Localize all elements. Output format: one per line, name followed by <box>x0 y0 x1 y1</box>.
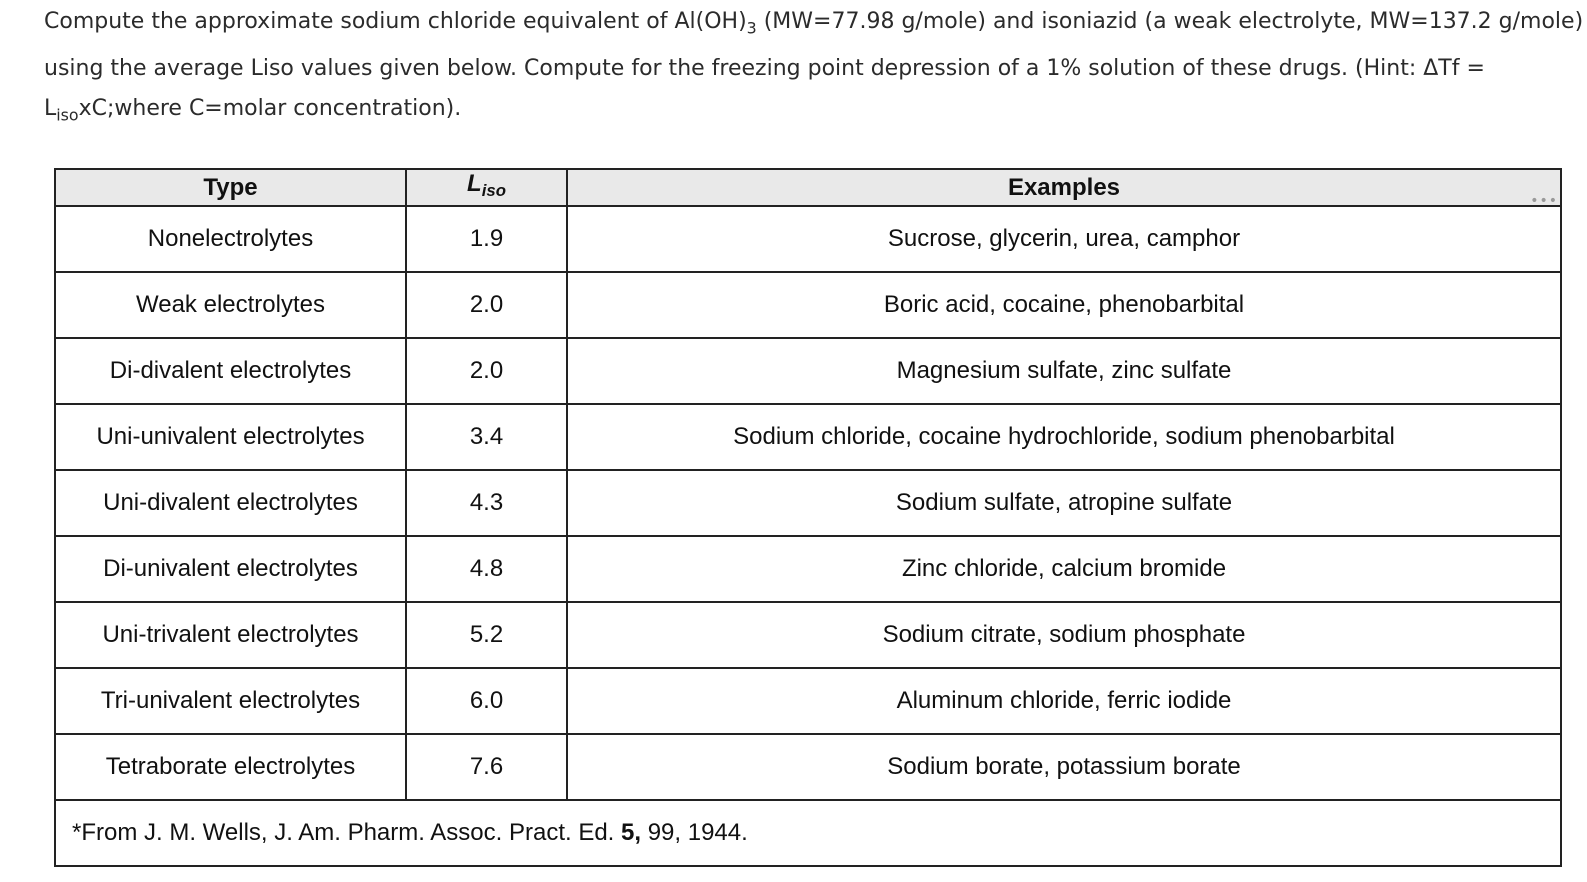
question-part-1: Compute the approximate sodium chloride equivalent of Al(OH) <box>44 9 747 34</box>
cell-type: Tetraborate electrolytes <box>55 734 406 800</box>
cell-examples: Aluminum chloride, ferric iodide <box>567 668 1561 734</box>
cell-examples: Sodium chloride, cocaine hydrochloride, sodium phenobarbital <box>567 404 1561 470</box>
cell-liso: 4.3 <box>406 470 567 536</box>
cell-examples: Sucrose, glycerin, urea, camphor <box>567 206 1561 272</box>
table-row <box>55 536 1561 602</box>
cell-liso: 4.8 <box>406 536 567 602</box>
cell-examples: Zinc chloride, calcium bromide <box>567 536 1561 602</box>
cell-liso: 5.2 <box>406 602 567 668</box>
cell-type: Di-univalent electrolytes <box>55 536 406 602</box>
header-examples: Examples <box>567 169 1561 206</box>
cell-examples: Sodium sulfate, atropine sulfate <box>567 470 1561 536</box>
liso-table <box>54 168 1562 867</box>
cell-liso: 2.0 <box>406 338 567 404</box>
cell-liso: 7.6 <box>406 734 567 800</box>
table-row <box>55 734 1561 800</box>
question-subscript-iso: iso <box>56 105 79 125</box>
cell-type: Di-divalent electrolytes <box>55 338 406 404</box>
header-liso <box>406 169 567 206</box>
cell-examples: Sodium borate, potassium borate <box>567 734 1561 800</box>
cell-type: Uni-divalent electrolytes <box>55 470 406 536</box>
footnote-row <box>55 800 1561 866</box>
cell-type: Uni-trivalent electrolytes <box>55 602 406 668</box>
footnote-after: 99, 1944. <box>641 819 748 847</box>
more-dots-icon[interactable]: ••• <box>1530 193 1558 209</box>
table-header-row <box>55 169 1561 206</box>
cell-liso: 1.9 <box>406 206 567 272</box>
header-liso-main: L <box>467 170 482 197</box>
liso-table-container <box>54 168 1560 867</box>
cell-type: Nonelectrolytes <box>55 206 406 272</box>
question-subscript-3: 3 <box>746 18 757 38</box>
cell-examples: Magnesium sulfate, zinc sulfate <box>567 338 1561 404</box>
cell-examples: Boric acid, cocaine, phenobarbital <box>567 272 1561 338</box>
cell-liso: 6.0 <box>406 668 567 734</box>
table-row <box>55 668 1561 734</box>
cell-liso: 3.4 <box>406 404 567 470</box>
cell-type: Uni-univalent electrolytes <box>55 404 406 470</box>
question-text <box>44 2 1584 135</box>
question-part-3: xC;where C=molar concentration). <box>78 95 462 121</box>
table-row <box>55 602 1561 668</box>
footnote <box>55 800 1561 866</box>
footnote-volume: 5, <box>621 819 642 847</box>
question-part-2: (MW=77.98 g/mole) and isoniazid (a weak electrolyte, MW=137.2 g/mole) using the average Liso values given below. Compute for the freezing point depression of a 1% solution of these drugs. (Hint: ΔTf = L <box>44 9 1584 121</box>
header-type: Type <box>55 169 406 206</box>
cell-type: Tri-univalent electrolytes <box>55 668 406 734</box>
table-row <box>55 338 1561 404</box>
cell-examples: Sodium citrate, sodium phosphate <box>567 602 1561 668</box>
footnote-before: *From J. M. Wells, J. Am. Pharm. Assoc. Pract. Ed. <box>72 819 622 847</box>
table-row <box>55 404 1561 470</box>
table-row <box>55 206 1561 272</box>
header-liso-sub: iso <box>481 181 506 201</box>
table-row <box>55 470 1561 536</box>
cell-type: Weak electrolytes <box>55 272 406 338</box>
cell-liso: 2.0 <box>406 272 567 338</box>
table-row <box>55 272 1561 338</box>
